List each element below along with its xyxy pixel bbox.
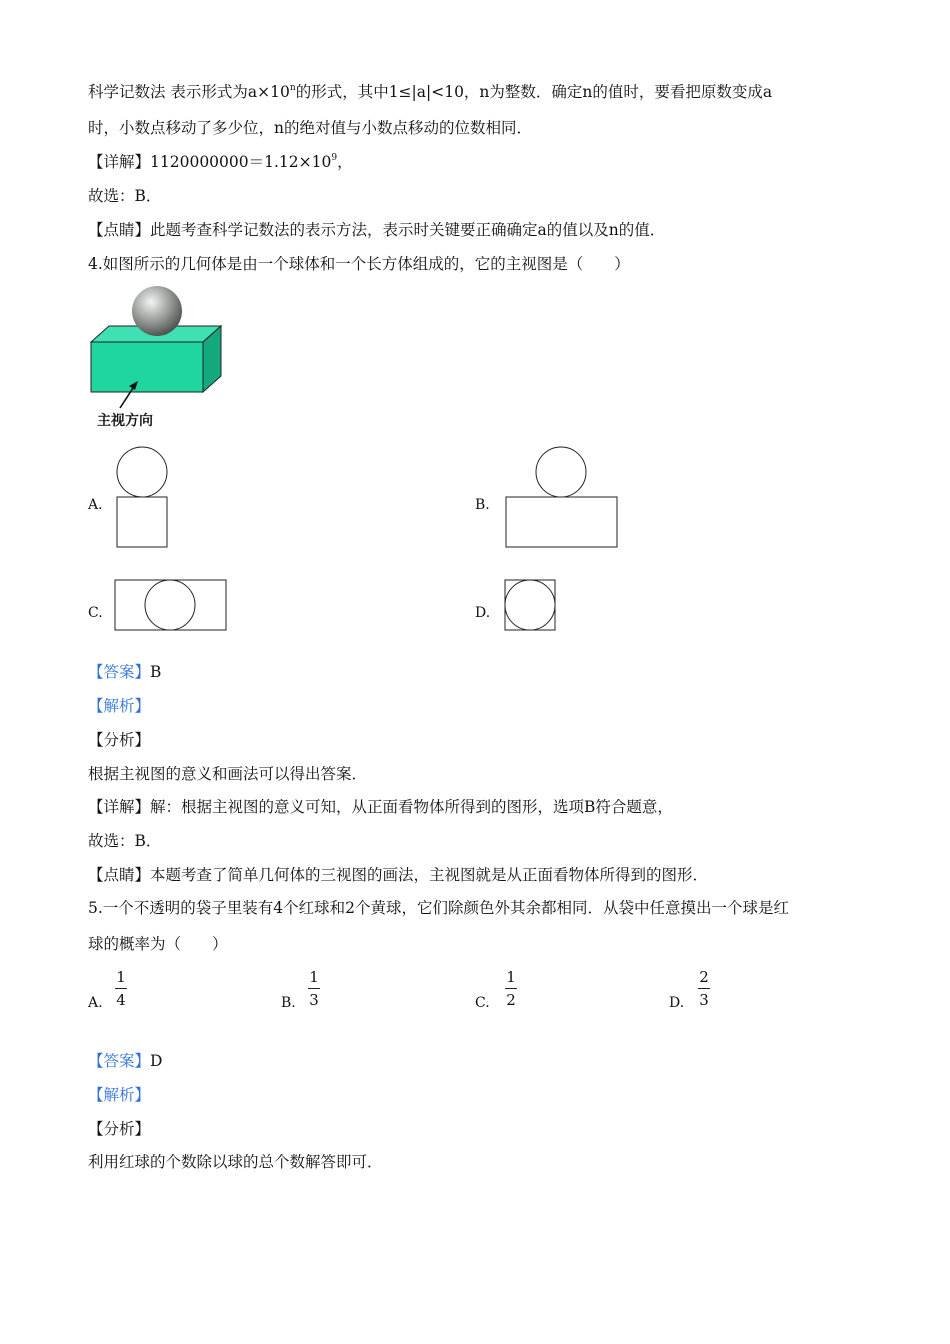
q4-answer-value: B — [150, 663, 162, 681]
q4-analysis-label: 【解析】 — [88, 697, 151, 715]
q3-detail-label: 【详解】 — [88, 153, 151, 171]
q5-option-a-fraction: 1 4 — [116, 968, 126, 1009]
q4-option-b-label: B. — [475, 497, 490, 513]
q5-option-a-label: A. — [88, 995, 103, 1011]
q4-option-c-figure — [113, 578, 231, 634]
q4-option-d-figure — [503, 578, 559, 634]
q5-option-c-fraction: 1 2 — [506, 968, 516, 1009]
q5-answer — [88, 1051, 162, 1071]
q4-comment-label: 【点睛】 — [88, 866, 151, 884]
q4-option-c-label: C. — [88, 605, 103, 621]
q5-option-d-label: D. — [669, 995, 685, 1011]
q4-option-b-figure — [503, 446, 621, 550]
q5-option-d-fraction: 2 3 — [699, 968, 709, 1009]
q5-answer-label: 【答案】 — [88, 1052, 151, 1070]
q4-answer-label: 【答案】 — [88, 663, 151, 681]
q3-explanation-line2: 时，小数点移动了多少位，n的绝对值与小数点移动的位数相同． — [88, 119, 532, 137]
q5-option-b-fraction: 1 3 — [309, 968, 319, 1009]
box-front-face — [91, 342, 203, 392]
q5-option-b-label: B. — [281, 995, 296, 1011]
q4-comment: 【点睛】本题考查了简单几何体的三视图的画法，主视图就是从正面看物体所得到的图形． — [88, 866, 709, 884]
q5-answer-value: D — [150, 1052, 163, 1070]
q4-answer — [88, 662, 161, 682]
q5-analysis-label: 【解析】 — [88, 1086, 151, 1104]
q4-detail-label: 【详解】 — [88, 798, 151, 816]
q3-choose: 故选：B． — [88, 187, 162, 205]
q5-question-line1: 5.一个不透明的袋子里装有4个红球和2个黄球，它们除颜色外其余都相同．从袋中任意摸出一个球是红 — [88, 899, 790, 917]
q4-choose: 故选：B． — [88, 832, 162, 850]
q5-option-c-label: C. — [475, 995, 490, 1011]
q3-comment: 【点睛】此题考查科学记数法的表示方法，表示时关键要正确确定a的值以及n的值． — [88, 221, 666, 239]
q4-question: 4.如图所示的几何体是由一个球体和一个长方体组成的，它的主视图是（ ） — [88, 255, 630, 273]
q4-fenxi-label: 【分析】 — [88, 731, 151, 749]
q4-detail: 【详解】解：根据主视图的意义可知，从正面看物体所得到的图形，选项B符合题意， — [88, 798, 673, 816]
q4-fenxi-text: 根据主视图的意义和画法可以得出答案． — [88, 765, 368, 783]
q3-explanation-line1: 科学记数法 表示形式为$a\times 10^n$的形式，其中1≤|a|<10，n为整数．确定n的值时，要看把原数变成a — [88, 83, 773, 101]
q5-fenxi-label: 【分析】 — [88, 1120, 151, 1138]
q3-comment-label: 【点睛】 — [88, 221, 151, 239]
sphere — [132, 286, 182, 336]
q3-detail: 【详解】$1120000000=1.12\times 10^9$， — [88, 153, 353, 171]
q4-option-a-label: A. — [88, 497, 103, 513]
q4-diagram-caption: 主视方向 — [97, 413, 153, 429]
q5-fenxi-text: 利用红球的个数除以球的总个数解答即可． — [88, 1153, 383, 1171]
q4-option-a-figure — [114, 446, 174, 550]
q4-option-d-label: D. — [475, 605, 491, 621]
q5-question-line2: 球的概率为（ ） — [88, 935, 228, 953]
